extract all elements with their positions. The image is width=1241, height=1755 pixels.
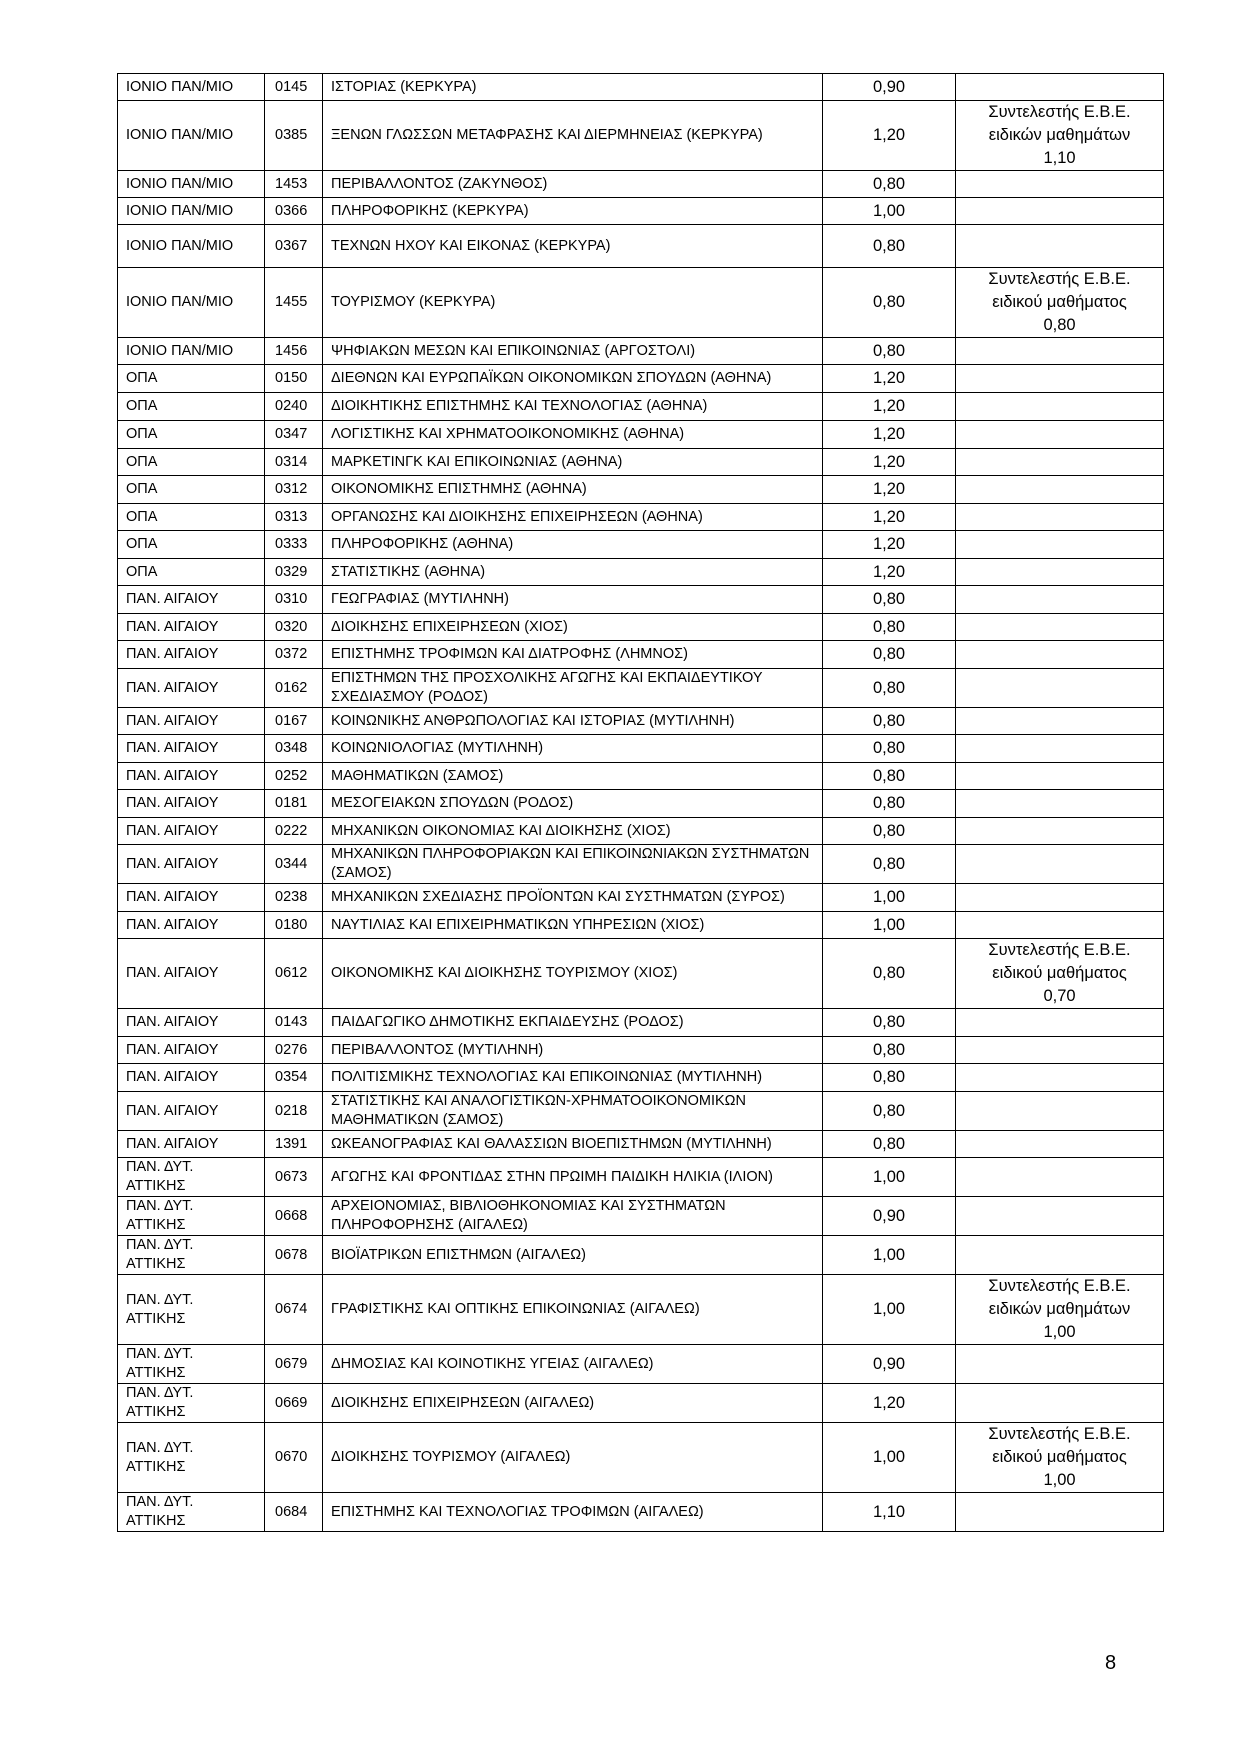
coefficients-table-body bbox=[118, 74, 1164, 1532]
university-cell: ΠΑΝ. ΑΙΓΑΙΟΥ bbox=[118, 818, 265, 845]
coefficients-table bbox=[117, 73, 1164, 1532]
coefficient-cell: 1,20 bbox=[823, 504, 956, 531]
department-code-cell: 0348 bbox=[265, 735, 323, 763]
university-cell: ΠΑΝ. ΑΙΓΑΙΟΥ bbox=[118, 939, 265, 1009]
department-code-cell: 0684 bbox=[265, 1493, 323, 1532]
department-name-cell: ΕΠΙΣΤΗΜΗΣ ΤΡΟΦΙΜΩΝ ΚΑΙ ΔΙΑΤΡΟΦΗΣ (ΛΗΜΝΟΣ) bbox=[323, 641, 823, 669]
university-cell: ΙΟΝΙΟ ΠΑΝ/ΜΙΟ bbox=[118, 171, 265, 198]
department-code-cell: 0674 bbox=[265, 1275, 323, 1345]
department-code-cell: 0276 bbox=[265, 1037, 323, 1064]
coefficient-cell: 0,90 bbox=[823, 1345, 956, 1384]
note-cell bbox=[956, 1345, 1164, 1384]
coefficient-cell: 1,20 bbox=[823, 365, 956, 393]
department-code-cell: 0162 bbox=[265, 669, 323, 708]
university-cell: ΟΠΑ bbox=[118, 449, 265, 476]
department-code-cell: 0329 bbox=[265, 559, 323, 586]
coefficient-cell: 0,80 bbox=[823, 338, 956, 365]
department-name-cell: ΜΑΡΚΕΤΙΝΓΚ ΚΑΙ ΕΠΙΚΟΙΝΩΝΙΑΣ (ΑΘΗΝΑ) bbox=[323, 449, 823, 476]
coefficient-cell: 1,00 bbox=[823, 1158, 956, 1197]
note-cell bbox=[956, 1092, 1164, 1131]
note-cell bbox=[956, 338, 1164, 365]
coefficient-cell: 0,80 bbox=[823, 171, 956, 198]
note-cell bbox=[956, 476, 1164, 504]
note-cell bbox=[956, 449, 1164, 476]
department-name-cell: ΜΗΧΑΝΙΚΩΝ ΣΧΕΔΙΑΣΗΣ ΠΡΟΪΟΝΤΩΝ ΚΑΙ ΣΥΣΤΗΜΑΤΩΝ (ΣΥΡΟΣ) bbox=[323, 884, 823, 912]
department-code-cell: 1456 bbox=[265, 338, 323, 365]
department-code-cell: 0333 bbox=[265, 531, 323, 559]
department-name-cell: ΔΙΟΙΚΗΣΗΣ ΤΟΥΡΙΣΜΟΥ (ΑΙΓΑΛΕΩ) bbox=[323, 1423, 823, 1493]
university-cell: ΠΑΝ. ΔΥΤ. ΑΤΤΙΚΗΣ bbox=[118, 1384, 265, 1423]
note-subject: ειδικού μαθήματος bbox=[992, 293, 1127, 311]
department-name-cell: ΚΟΙΝΩΝΙΚΗΣ ΑΝΘΡΩΠΟΛΟΓΙΑΣ ΚΑΙ ΙΣΤΟΡΙΑΣ (ΜΥΤΙΛΗΝΗ) bbox=[323, 708, 823, 735]
page-number: 8 bbox=[1105, 1652, 1117, 1674]
coefficient-cell: 1,00 bbox=[823, 912, 956, 939]
university-cell: ΟΠΑ bbox=[118, 504, 265, 531]
table-row bbox=[118, 421, 1164, 449]
university-cell: ΟΠΑ bbox=[118, 365, 265, 393]
note-cell bbox=[956, 268, 1164, 338]
note-value: 1,00 bbox=[1043, 1323, 1076, 1341]
coefficient-cell: 0,80 bbox=[823, 669, 956, 708]
department-code-cell: 0240 bbox=[265, 393, 323, 421]
note-cell bbox=[956, 614, 1164, 641]
table-row bbox=[118, 845, 1164, 884]
department-name-cell: ΔΙΕΘΝΩΝ ΚΑΙ ΕΥΡΩΠΑΪΚΩΝ ΟΙΚΟΝΟΜΙΚΩΝ ΣΠΟΥΔΩΝ (ΑΘΗΝΑ) bbox=[323, 365, 823, 393]
department-code-cell: 0143 bbox=[265, 1009, 323, 1037]
coefficient-cell: 1,00 bbox=[823, 198, 956, 225]
note-cell bbox=[956, 101, 1164, 171]
department-code-cell: 0145 bbox=[265, 74, 323, 101]
department-name-cell: ΔΙΟΙΚΗΣΗΣ ΕΠΙΧΕΙΡΗΣΕΩΝ (ΑΙΓΑΛΕΩ) bbox=[323, 1384, 823, 1423]
department-name-cell: ΒΙΟΪΑΤΡΙΚΩΝ ΕΠΙΣΤΗΜΩΝ (ΑΙΓΑΛΕΩ) bbox=[323, 1236, 823, 1275]
coefficient-cell: 1,00 bbox=[823, 1423, 956, 1493]
coefficient-cell: 0,80 bbox=[823, 818, 956, 845]
department-name-cell: ΤΕΧΝΩΝ ΗΧΟΥ ΚΑΙ ΕΙΚΟΝΑΣ (ΚΕΡΚΥΡΑ) bbox=[323, 225, 823, 268]
department-name-cell: ΜΗΧΑΝΙΚΩΝ ΠΛΗΡΟΦΟΡΙΑΚΩΝ ΚΑΙ ΕΠΙΚΟΙΝΩΝΙΑΚΩΝ ΣΥΣΤΗΜΑΤΩΝ (ΣΑΜΟΣ) bbox=[323, 845, 823, 884]
note-cell bbox=[956, 393, 1164, 421]
table-row bbox=[118, 476, 1164, 504]
coefficient-cell: 0,80 bbox=[823, 614, 956, 641]
note-value: 0,70 bbox=[1043, 987, 1076, 1005]
coefficient-cell: 0,80 bbox=[823, 1131, 956, 1158]
department-name-cell: ΠΛΗΡΟΦΟΡΙΚΗΣ (ΚΕΡΚΥΡΑ) bbox=[323, 198, 823, 225]
coefficient-cell: 0,80 bbox=[823, 735, 956, 763]
university-cell: ΠΑΝ. ΑΙΓΑΙΟΥ bbox=[118, 763, 265, 790]
university-cell: ΠΑΝ. ΑΙΓΑΙΟΥ bbox=[118, 641, 265, 669]
department-name-cell: ΟΙΚΟΝΟΜΙΚΗΣ ΚΑΙ ΔΙΟΙΚΗΣΗΣ ΤΟΥΡΙΣΜΟΥ (ΧΙΟΣ) bbox=[323, 939, 823, 1009]
note-cell bbox=[956, 74, 1164, 101]
coefficient-cell: 0,80 bbox=[823, 1009, 956, 1037]
university-cell: ΠΑΝ. ΔΥΤ. ΑΤΤΙΚΗΣ bbox=[118, 1236, 265, 1275]
note-cell bbox=[956, 845, 1164, 884]
department-name-cell: ΚΟΙΝΩΝΙΟΛΟΓΙΑΣ (ΜΥΤΙΛΗΝΗ) bbox=[323, 735, 823, 763]
table-row bbox=[118, 531, 1164, 559]
university-cell: ΠΑΝ. ΑΙΓΑΙΟΥ bbox=[118, 912, 265, 939]
university-cell: ΠΑΝ. ΔΥΤ. ΑΤΤΙΚΗΣ bbox=[118, 1493, 265, 1532]
note-cell bbox=[956, 1197, 1164, 1236]
coefficient-cell: 0,80 bbox=[823, 586, 956, 614]
table-row bbox=[118, 268, 1164, 338]
coefficient-cell: 1,20 bbox=[823, 101, 956, 171]
department-name-cell: ΩΚΕΑΝΟΓΡΑΦΙΑΣ ΚΑΙ ΘΑΛΑΣΣΙΩΝ ΒΙΟΕΠΙΣΤΗΜΩΝ (ΜΥΤΙΛΗΝΗ) bbox=[323, 1131, 823, 1158]
department-name-cell: ΨΗΦΙΑΚΩΝ ΜΕΣΩΝ ΚΑΙ ΕΠΙΚΟΙΝΩΝΙΑΣ (ΑΡΓΟΣΤΟΛΙ) bbox=[323, 338, 823, 365]
department-code-cell: 0670 bbox=[265, 1423, 323, 1493]
department-code-cell: 0347 bbox=[265, 421, 323, 449]
table-row bbox=[118, 1384, 1164, 1423]
university-cell: ΟΠΑ bbox=[118, 476, 265, 504]
university-cell: ΙΟΝΙΟ ΠΑΝ/ΜΙΟ bbox=[118, 225, 265, 268]
coefficient-cell: 0,80 bbox=[823, 641, 956, 669]
coefficient-cell: 0,80 bbox=[823, 268, 956, 338]
department-code-cell: 1391 bbox=[265, 1131, 323, 1158]
department-name-cell: ΠΑΙΔΑΓΩΓΙΚΟ ΔΗΜΟΤΙΚΗΣ ΕΚΠΑΙΔΕΥΣΗΣ (ΡΟΔΟΣ) bbox=[323, 1009, 823, 1037]
table-row bbox=[118, 449, 1164, 476]
note-cell bbox=[956, 198, 1164, 225]
department-name-cell: ΜΗΧΑΝΙΚΩΝ ΟΙΚΟΝΟΜΙΑΣ ΚΑΙ ΔΙΟΙΚΗΣΗΣ (ΧΙΟΣ) bbox=[323, 818, 823, 845]
department-name-cell: ΕΠΙΣΤΗΜΩΝ ΤΗΣ ΠΡΟΣΧΟΛΙΚΗΣ ΑΓΩΓΗΣ ΚΑΙ ΕΚΠΑΙΔΕΥΤΙΚΟΥ ΣΧΕΔΙΑΣΜΟΥ (ΡΟΔΟΣ) bbox=[323, 669, 823, 708]
university-cell: ΠΑΝ. ΑΙΓΑΙΟΥ bbox=[118, 1131, 265, 1158]
department-code-cell: 1455 bbox=[265, 268, 323, 338]
note-value: 1,10 bbox=[1043, 149, 1076, 167]
department-name-cell: ΑΓΩΓΗΣ ΚΑΙ ΦΡΟΝΤΙΔΑΣ ΣΤΗΝ ΠΡΩΙΜΗ ΠΑΙΔΙΚΗ ΗΛΙΚΙΑ (ΙΛΙΟΝ) bbox=[323, 1158, 823, 1197]
department-code-cell: 0372 bbox=[265, 641, 323, 669]
university-cell: ΠΑΝ. ΑΙΓΑΙΟΥ bbox=[118, 790, 265, 818]
department-code-cell: 0320 bbox=[265, 614, 323, 641]
department-name-cell: ΠΛΗΡΟΦΟΡΙΚΗΣ (ΑΘΗΝΑ) bbox=[323, 531, 823, 559]
department-code-cell: 0310 bbox=[265, 586, 323, 614]
note-cell bbox=[956, 1158, 1164, 1197]
university-cell: ΠΑΝ. ΔΥΤ. ΑΤΤΙΚΗΣ bbox=[118, 1345, 265, 1384]
department-code-cell: 0252 bbox=[265, 763, 323, 790]
table-row bbox=[118, 669, 1164, 708]
note-subject: ειδικών μαθημάτων bbox=[988, 126, 1131, 144]
coefficient-cell: 1,00 bbox=[823, 1275, 956, 1345]
university-cell: ΙΟΝΙΟ ΠΑΝ/ΜΙΟ bbox=[118, 74, 265, 101]
note-cell bbox=[956, 559, 1164, 586]
university-cell: ΙΟΝΙΟ ΠΑΝ/ΜΙΟ bbox=[118, 101, 265, 171]
table-row bbox=[118, 708, 1164, 735]
table-row bbox=[118, 1423, 1164, 1493]
note-cell bbox=[956, 1423, 1164, 1493]
note-value: 1,00 bbox=[1043, 1471, 1076, 1489]
note-cell bbox=[956, 763, 1164, 790]
department-name-cell: ΔΙΟΙΚΗΣΗΣ ΕΠΙΧΕΙΡΗΣΕΩΝ (ΧΙΟΣ) bbox=[323, 614, 823, 641]
table-row bbox=[118, 101, 1164, 171]
coefficient-cell: 0,80 bbox=[823, 763, 956, 790]
note-cell bbox=[956, 1064, 1164, 1092]
coefficient-cell: 1,20 bbox=[823, 1384, 956, 1423]
coefficient-cell: 1,00 bbox=[823, 1236, 956, 1275]
note-cell bbox=[956, 1236, 1164, 1275]
university-cell: ΠΑΝ. ΑΙΓΑΙΟΥ bbox=[118, 735, 265, 763]
department-code-cell: 0312 bbox=[265, 476, 323, 504]
table-row bbox=[118, 1037, 1164, 1064]
note-cell bbox=[956, 669, 1164, 708]
coefficient-cell: 1,20 bbox=[823, 421, 956, 449]
note-cell bbox=[956, 641, 1164, 669]
university-cell: ΠΑΝ. ΑΙΓΑΙΟΥ bbox=[118, 884, 265, 912]
department-name-cell: ΕΠΙΣΤΗΜΗΣ ΚΑΙ ΤΕΧΝΟΛΟΓΙΑΣ ΤΡΟΦΙΜΩΝ (ΑΙΓΑΛΕΩ) bbox=[323, 1493, 823, 1532]
note-cell bbox=[956, 1131, 1164, 1158]
university-cell: ΠΑΝ. ΑΙΓΑΙΟΥ bbox=[118, 1009, 265, 1037]
note-cell bbox=[956, 912, 1164, 939]
note-subject: ειδικού μαθήματος bbox=[992, 964, 1127, 982]
note-cell bbox=[956, 1009, 1164, 1037]
table-row bbox=[118, 818, 1164, 845]
department-name-cell: ΟΡΓΑΝΩΣΗΣ ΚΑΙ ΔΙΟΙΚΗΣΗΣ ΕΠΙΧΕΙΡΗΣΕΩΝ (ΑΘΗΝΑ) bbox=[323, 504, 823, 531]
department-name-cell: ΜΑΘΗΜΑΤΙΚΩΝ (ΣΑΜΟΣ) bbox=[323, 763, 823, 790]
table-row bbox=[118, 939, 1164, 1009]
university-cell: ΙΟΝΙΟ ΠΑΝ/ΜΙΟ bbox=[118, 268, 265, 338]
table-row bbox=[118, 1197, 1164, 1236]
coefficient-cell: 1,20 bbox=[823, 393, 956, 421]
note-cell bbox=[956, 790, 1164, 818]
university-cell: ΠΑΝ. ΔΥΤ. ΑΤΤΙΚΗΣ bbox=[118, 1197, 265, 1236]
department-code-cell: 0150 bbox=[265, 365, 323, 393]
department-name-cell: ΣΤΑΤΙΣΤΙΚΗΣ ΚΑΙ ΑΝΑΛΟΓΙΣΤΙΚΩΝ-ΧΡΗΜΑΤΟΟΙΚΟΝΟΜΙΚΩΝ ΜΑΘΗΜΑΤΙΚΩΝ (ΣΑΜΟΣ) bbox=[323, 1092, 823, 1131]
department-name-cell: ΠΟΛΙΤΙΣΜΙΚΗΣ ΤΕΧΝΟΛΟΓΙΑΣ ΚΑΙ ΕΠΙΚΟΙΝΩΝΙΑΣ (ΜΥΤΙΛΗΝΗ) bbox=[323, 1064, 823, 1092]
table-row bbox=[118, 225, 1164, 268]
coefficient-cell: 0,90 bbox=[823, 74, 956, 101]
note-title: Συντελεστής Ε.Β.Ε. bbox=[988, 941, 1131, 959]
university-cell: ΟΠΑ bbox=[118, 421, 265, 449]
department-name-cell: ΛΟΓΙΣΤΙΚΗΣ ΚΑΙ ΧΡΗΜΑΤΟΟΙΚΟΝΟΜΙΚΗΣ (ΑΘΗΝΑ) bbox=[323, 421, 823, 449]
note-cell bbox=[956, 1384, 1164, 1423]
university-cell: ΟΠΑ bbox=[118, 559, 265, 586]
department-code-cell: 0222 bbox=[265, 818, 323, 845]
department-code-cell: 0181 bbox=[265, 790, 323, 818]
coefficient-cell: 1,20 bbox=[823, 449, 956, 476]
department-code-cell: 0669 bbox=[265, 1384, 323, 1423]
table-row bbox=[118, 559, 1164, 586]
department-name-cell: ΟΙΚΟΝΟΜΙΚΗΣ ΕΠΙΣΤΗΜΗΣ (ΑΘΗΝΑ) bbox=[323, 476, 823, 504]
university-cell: ΟΠΑ bbox=[118, 393, 265, 421]
note-title: Συντελεστής Ε.Β.Ε. bbox=[988, 1277, 1131, 1295]
table-row bbox=[118, 1493, 1164, 1532]
coefficient-cell: 1,20 bbox=[823, 559, 956, 586]
university-cell: ΙΟΝΙΟ ΠΑΝ/ΜΙΟ bbox=[118, 198, 265, 225]
table-row bbox=[118, 1345, 1164, 1384]
university-cell: ΠΑΝ. ΑΙΓΑΙΟΥ bbox=[118, 614, 265, 641]
coefficient-cell: 0,80 bbox=[823, 1064, 956, 1092]
note-cell bbox=[956, 1037, 1164, 1064]
department-name-cell: ΑΡΧΕΙΟΝΟΜΙΑΣ, ΒΙΒΛΙΟΘΗΚΟΝΟΜΙΑΣ ΚΑΙ ΣΥΣΤΗΜΑΤΩΝ ΠΛΗΡΟΦΟΡΗΣΗΣ (ΑΙΓΑΛΕΩ) bbox=[323, 1197, 823, 1236]
department-name-cell: ΜΕΣΟΓΕΙΑΚΩΝ ΣΠΟΥΔΩΝ (ΡΟΔΟΣ) bbox=[323, 790, 823, 818]
note-subject: ειδικού μαθήματος bbox=[992, 1448, 1127, 1466]
note-cell bbox=[956, 939, 1164, 1009]
department-name-cell: ΠΕΡΙΒΑΛΛΟΝΤΟΣ (ΖΑΚΥΝΘΟΣ) bbox=[323, 171, 823, 198]
department-name-cell: ΔΗΜΟΣΙΑΣ ΚΑΙ ΚΟΙΝΟΤΙΚΗΣ ΥΓΕΙΑΣ (ΑΙΓΑΛΕΩ) bbox=[323, 1345, 823, 1384]
table-row bbox=[118, 641, 1164, 669]
coefficient-cell: 0,80 bbox=[823, 1092, 956, 1131]
table-row bbox=[118, 790, 1164, 818]
note-cell bbox=[956, 421, 1164, 449]
department-code-cell: 0218 bbox=[265, 1092, 323, 1131]
coefficient-cell: 0,90 bbox=[823, 1197, 956, 1236]
department-code-cell: 0679 bbox=[265, 1345, 323, 1384]
university-cell: ΠΑΝ. ΑΙΓΑΙΟΥ bbox=[118, 708, 265, 735]
department-code-cell: 0366 bbox=[265, 198, 323, 225]
table-row bbox=[118, 735, 1164, 763]
table-row bbox=[118, 504, 1164, 531]
university-cell: ΠΑΝ. ΑΙΓΑΙΟΥ bbox=[118, 669, 265, 708]
table-row bbox=[118, 365, 1164, 393]
note-subject: ειδικών μαθημάτων bbox=[988, 1300, 1131, 1318]
note-cell bbox=[956, 586, 1164, 614]
note-cell bbox=[956, 531, 1164, 559]
university-cell: ΠΑΝ. ΑΙΓΑΙΟΥ bbox=[118, 1064, 265, 1092]
table-row bbox=[118, 763, 1164, 790]
department-name-cell: ΤΟΥΡΙΣΜΟΥ (ΚΕΡΚΥΡΑ) bbox=[323, 268, 823, 338]
department-code-cell: 0180 bbox=[265, 912, 323, 939]
table-row bbox=[118, 1009, 1164, 1037]
university-cell: ΠΑΝ. ΑΙΓΑΙΟΥ bbox=[118, 845, 265, 884]
note-title: Συντελεστής Ε.Β.Ε. bbox=[988, 270, 1131, 288]
department-name-cell: ΠΕΡΙΒΑΛΛΟΝΤΟΣ (ΜΥΤΙΛΗΝΗ) bbox=[323, 1037, 823, 1064]
university-cell: ΙΟΝΙΟ ΠΑΝ/ΜΙΟ bbox=[118, 338, 265, 365]
department-code-cell: 0367 bbox=[265, 225, 323, 268]
coefficient-cell: 1,10 bbox=[823, 1493, 956, 1532]
coefficient-cell: 0,80 bbox=[823, 708, 956, 735]
table-row bbox=[118, 171, 1164, 198]
department-name-cell: ΣΤΑΤΙΣΤΙΚΗΣ (ΑΘΗΝΑ) bbox=[323, 559, 823, 586]
coefficient-cell: 0,80 bbox=[823, 1037, 956, 1064]
university-cell: ΠΑΝ. ΑΙΓΑΙΟΥ bbox=[118, 1092, 265, 1131]
note-cell bbox=[956, 365, 1164, 393]
coefficient-cell: 0,80 bbox=[823, 939, 956, 1009]
table-row bbox=[118, 1236, 1164, 1275]
note-cell bbox=[956, 225, 1164, 268]
university-cell: ΠΑΝ. ΔΥΤ. ΑΤΤΙΚΗΣ bbox=[118, 1275, 265, 1345]
note-cell bbox=[956, 504, 1164, 531]
note-cell bbox=[956, 708, 1164, 735]
note-title: Συντελεστής Ε.Β.Ε. bbox=[988, 103, 1131, 121]
department-code-cell: 0344 bbox=[265, 845, 323, 884]
table-row bbox=[118, 74, 1164, 101]
note-title: Συντελεστής Ε.Β.Ε. bbox=[988, 1425, 1131, 1443]
table-row bbox=[118, 1275, 1164, 1345]
coefficient-cell: 0,80 bbox=[823, 225, 956, 268]
note-cell bbox=[956, 818, 1164, 845]
coefficient-cell: 1,20 bbox=[823, 476, 956, 504]
department-code-cell: 1453 bbox=[265, 171, 323, 198]
table-row bbox=[118, 586, 1164, 614]
note-cell bbox=[956, 171, 1164, 198]
university-cell: ΠΑΝ. ΔΥΤ. ΑΤΤΙΚΗΣ bbox=[118, 1158, 265, 1197]
department-code-cell: 0678 bbox=[265, 1236, 323, 1275]
department-code-cell: 0354 bbox=[265, 1064, 323, 1092]
table-row bbox=[118, 1158, 1164, 1197]
department-name-cell: ΞΕΝΩΝ ΓΛΩΣΣΩΝ ΜΕΤΑΦΡΑΣΗΣ ΚΑΙ ΔΙΕΡΜΗΝΕΙΑΣ (ΚΕΡΚΥΡΑ) bbox=[323, 101, 823, 171]
note-cell bbox=[956, 1275, 1164, 1345]
table-row bbox=[118, 393, 1164, 421]
university-cell: ΟΠΑ bbox=[118, 531, 265, 559]
department-name-cell: ΓΕΩΓΡΑΦΙΑΣ (ΜΥΤΙΛΗΝΗ) bbox=[323, 586, 823, 614]
department-code-cell: 0314 bbox=[265, 449, 323, 476]
department-code-cell: 0313 bbox=[265, 504, 323, 531]
note-cell bbox=[956, 1493, 1164, 1532]
department-code-cell: 0612 bbox=[265, 939, 323, 1009]
table-row bbox=[118, 912, 1164, 939]
note-cell bbox=[956, 884, 1164, 912]
department-code-cell: 0385 bbox=[265, 101, 323, 171]
table-row bbox=[118, 1092, 1164, 1131]
table-row bbox=[118, 1131, 1164, 1158]
note-value: 0,80 bbox=[1043, 316, 1076, 334]
coefficient-cell: 0,80 bbox=[823, 845, 956, 884]
table-row bbox=[118, 614, 1164, 641]
university-cell: ΠΑΝ. ΑΙΓΑΙΟΥ bbox=[118, 586, 265, 614]
university-cell: ΠΑΝ. ΑΙΓΑΙΟΥ bbox=[118, 1037, 265, 1064]
university-cell: ΠΑΝ. ΔΥΤ. ΑΤΤΙΚΗΣ bbox=[118, 1423, 265, 1493]
department-code-cell: 0668 bbox=[265, 1197, 323, 1236]
department-code-cell: 0238 bbox=[265, 884, 323, 912]
department-name-cell: ΝΑΥΤΙΛΙΑΣ ΚΑΙ ΕΠΙΧΕΙΡΗΜΑΤΙΚΩΝ ΥΠΗΡΕΣΙΩΝ (ΧΙΟΣ) bbox=[323, 912, 823, 939]
table-row bbox=[118, 1064, 1164, 1092]
table-row bbox=[118, 884, 1164, 912]
department-name-cell: ΓΡΑΦΙΣΤΙΚΗΣ ΚΑΙ ΟΠΤΙΚΗΣ ΕΠΙΚΟΙΝΩΝΙΑΣ (ΑΙΓΑΛΕΩ) bbox=[323, 1275, 823, 1345]
department-name-cell: ΔΙΟΙΚΗΤΙΚΗΣ ΕΠΙΣΤΗΜΗΣ ΚΑΙ ΤΕΧΝΟΛΟΓΙΑΣ (ΑΘΗΝΑ) bbox=[323, 393, 823, 421]
department-code-cell: 0167 bbox=[265, 708, 323, 735]
coefficient-cell: 0,80 bbox=[823, 790, 956, 818]
coefficient-cell: 1,20 bbox=[823, 531, 956, 559]
table-row bbox=[118, 198, 1164, 225]
department-code-cell: 0673 bbox=[265, 1158, 323, 1197]
note-cell bbox=[956, 735, 1164, 763]
department-name-cell: ΙΣΤΟΡΙΑΣ (ΚΕΡΚΥΡΑ) bbox=[323, 74, 823, 101]
coefficient-cell: 1,00 bbox=[823, 884, 956, 912]
table-row bbox=[118, 338, 1164, 365]
